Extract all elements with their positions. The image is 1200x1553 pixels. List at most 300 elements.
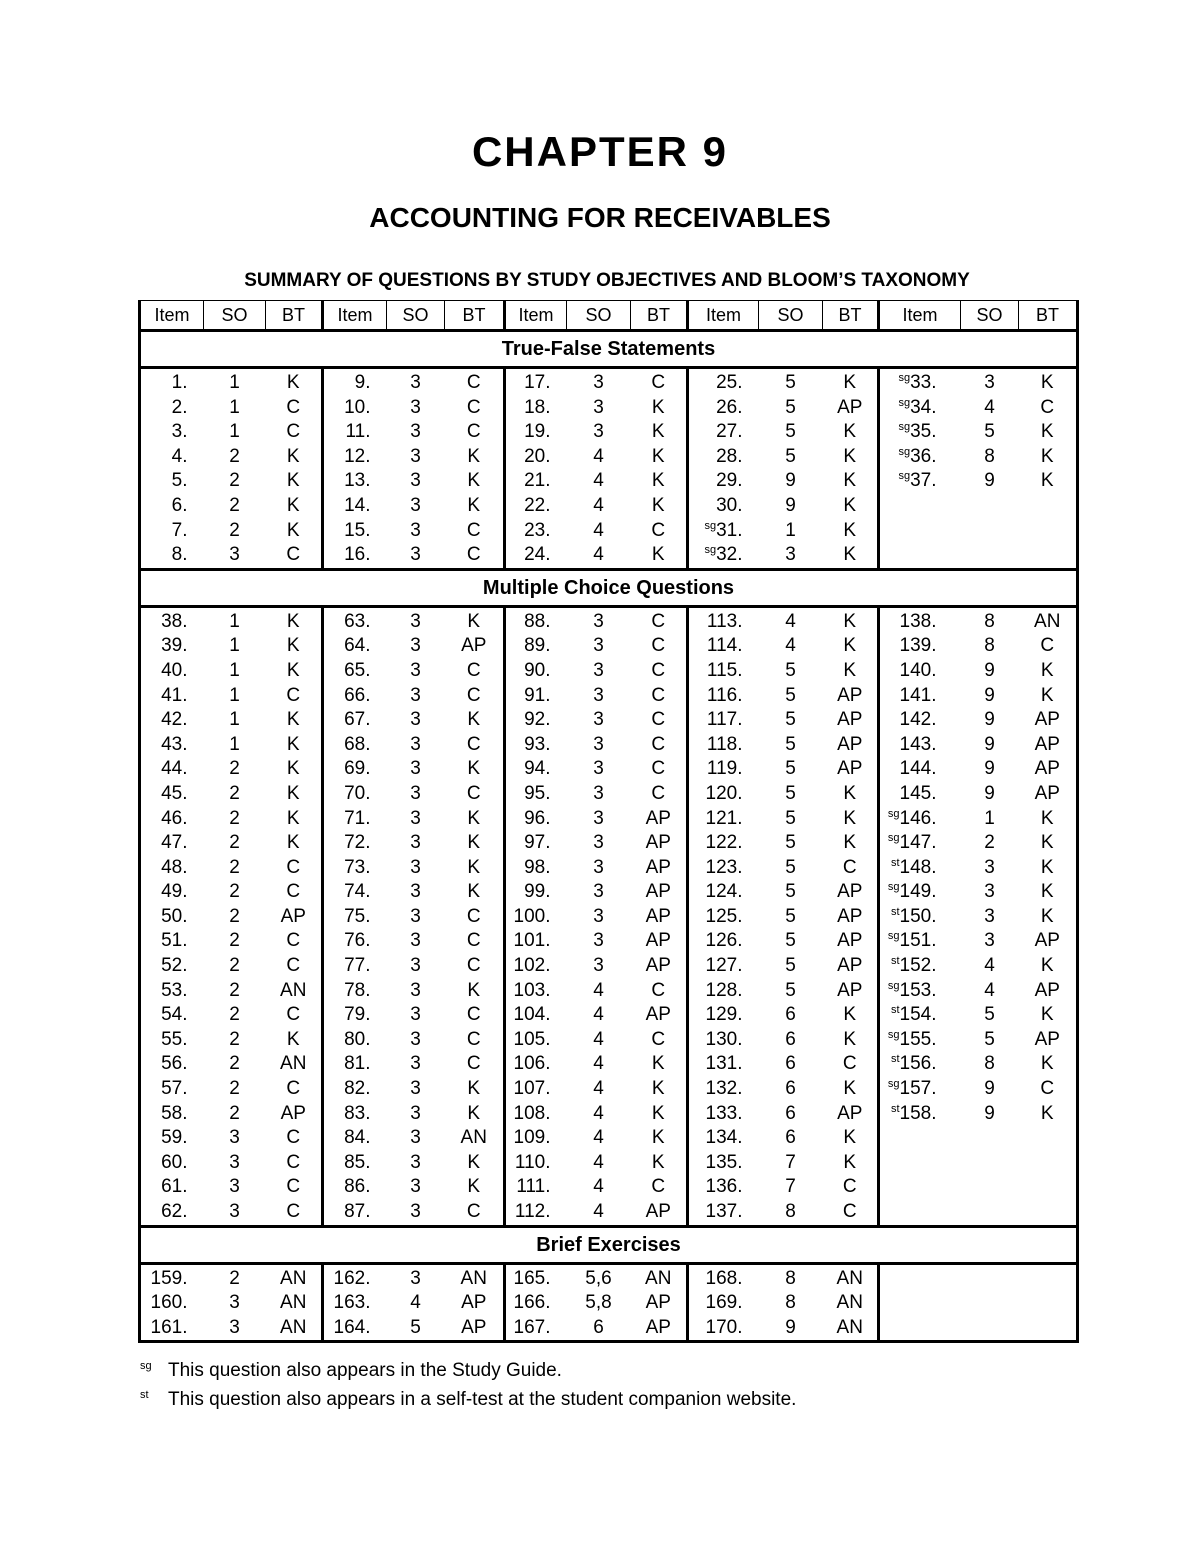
- study-objective: 3: [593, 610, 604, 632]
- study-objective: 3: [410, 1102, 421, 1124]
- blooms-taxonomy: C: [466, 930, 481, 952]
- item-number: 73.: [323, 856, 387, 881]
- study-objective: 5: [785, 979, 796, 1001]
- table-row: [140, 979, 1078, 1004]
- item-number: 112.: [505, 1200, 567, 1226]
- blooms-taxonomy: C: [466, 1053, 481, 1075]
- item-number: [879, 905, 961, 930]
- table-row: [140, 782, 1078, 807]
- blooms-taxonomy: K: [286, 610, 300, 632]
- item-number: 41.: [140, 684, 204, 709]
- study-objective: 5: [984, 421, 995, 443]
- item-number: 140.: [879, 659, 961, 684]
- item-number: [879, 979, 961, 1004]
- study-objective: [961, 543, 1019, 569]
- study-objective: 6: [785, 1127, 796, 1149]
- blooms-taxonomy: K: [651, 1102, 665, 1124]
- item-number: [879, 396, 961, 421]
- item-number: 110.: [505, 1151, 567, 1176]
- item-number: 28.: [688, 445, 759, 470]
- item-number-text: 154.: [899, 1004, 937, 1026]
- blooms-taxonomy: K: [286, 1028, 300, 1050]
- blooms-taxonomy: AP: [1019, 782, 1078, 807]
- blooms-taxonomy: K: [467, 1078, 481, 1100]
- blooms-taxonomy: K: [651, 396, 665, 418]
- item-number: 167.: [505, 1316, 567, 1342]
- blooms-taxonomy: C: [286, 930, 301, 952]
- study-objective: 4: [593, 1127, 604, 1149]
- blooms-taxonomy: AP: [645, 807, 671, 829]
- blooms-taxonomy: C: [651, 733, 666, 755]
- blooms-taxonomy: C: [651, 758, 666, 780]
- item-number: 126.: [688, 929, 759, 954]
- item-number: 97.: [505, 831, 567, 856]
- table-row: [140, 733, 1078, 758]
- item-number: 60.: [140, 1151, 204, 1176]
- study-objective: 6: [567, 1316, 631, 1342]
- blooms-taxonomy: AN: [266, 1316, 323, 1342]
- item-number: [688, 543, 759, 569]
- study-objective: 8: [785, 1267, 796, 1289]
- table-row: [140, 905, 1078, 930]
- study-objective: 5: [785, 955, 796, 977]
- blooms-taxonomy: K: [467, 856, 481, 878]
- table-row: [140, 469, 1078, 494]
- item-number: 92.: [505, 708, 567, 733]
- study-objective: 3: [593, 905, 604, 927]
- item-number: 61.: [140, 1175, 204, 1200]
- study-objective: 5: [984, 1004, 995, 1026]
- study-objective: 1: [229, 659, 240, 681]
- blooms-taxonomy: K: [1019, 368, 1078, 396]
- blooms-taxonomy: K: [467, 494, 481, 516]
- study-objective: 4: [593, 1004, 604, 1026]
- item-number: 11.: [323, 420, 387, 445]
- item-number: [879, 420, 961, 445]
- column-header: SO: [759, 301, 823, 331]
- item-number: 86.: [323, 1175, 387, 1200]
- item-number: 164.: [323, 1316, 387, 1342]
- section-title: Multiple Choice Questions: [140, 569, 1078, 606]
- study-objective: 3: [593, 881, 604, 903]
- item-number: 74.: [323, 880, 387, 905]
- study-objective: 9: [785, 494, 796, 516]
- item-number: 159.: [140, 1263, 204, 1291]
- item-number: 55.: [140, 1028, 204, 1053]
- table-row: [140, 659, 1078, 684]
- blooms-taxonomy: [1019, 494, 1078, 519]
- blooms-taxonomy: K: [843, 1004, 857, 1026]
- item-number: 87.: [323, 1200, 387, 1226]
- table-row: [140, 1052, 1078, 1077]
- study-objective: [961, 1291, 1019, 1316]
- study-objective: 8: [984, 1053, 995, 1075]
- study-objective: 9: [984, 782, 995, 804]
- item-number: 70.: [323, 782, 387, 807]
- item-number: 40.: [140, 659, 204, 684]
- blooms-taxonomy: K: [286, 635, 300, 657]
- item-number: 54.: [140, 1003, 204, 1028]
- study-objective: 8: [785, 1292, 796, 1314]
- blooms-taxonomy: K: [843, 659, 857, 681]
- column-header: Item: [688, 301, 759, 331]
- item-number: 76.: [323, 929, 387, 954]
- study-objective: 3: [229, 1127, 240, 1149]
- column-header: BT: [823, 301, 879, 331]
- item-number-text: 152.: [899, 955, 937, 977]
- study-objective: 1: [229, 733, 240, 755]
- item-number: [879, 543, 961, 569]
- item-number-text: 35.: [910, 421, 937, 443]
- footnote-sg: [140, 1354, 796, 1383]
- item-number: 136.: [688, 1175, 759, 1200]
- item-number: 129.: [688, 1003, 759, 1028]
- study-objective: 3: [593, 659, 604, 681]
- table-row: [140, 807, 1078, 832]
- item-number: 94.: [505, 757, 567, 782]
- study-objective: 5: [785, 758, 796, 780]
- item-number: 125.: [688, 905, 759, 930]
- blooms-taxonomy: C: [286, 1176, 301, 1198]
- blooms-taxonomy: C: [266, 1200, 323, 1226]
- blooms-taxonomy: [1019, 1126, 1078, 1151]
- item-number-text: 157.: [899, 1078, 937, 1100]
- study-objective: 3: [204, 1200, 266, 1226]
- item-marker: sg: [898, 372, 911, 384]
- column-header: Item: [505, 301, 567, 331]
- item-number: 102.: [505, 954, 567, 979]
- study-objective: 4: [593, 1028, 604, 1050]
- item-number: [879, 1102, 961, 1127]
- blooms-taxonomy: K: [1019, 1102, 1078, 1127]
- item-number: 30.: [688, 494, 759, 519]
- item-number: 168.: [688, 1263, 759, 1291]
- table-row: [140, 396, 1078, 421]
- study-objective: 9: [984, 684, 995, 706]
- item-number: 145.: [879, 782, 961, 807]
- item-marker: st: [890, 955, 900, 968]
- item-marker: sg: [704, 519, 717, 532]
- item-number: [879, 1077, 961, 1102]
- item-number: 10.: [323, 396, 387, 421]
- study-objective: 3: [410, 807, 421, 829]
- summary-table: [138, 300, 1079, 1343]
- item-number: 98.: [505, 856, 567, 881]
- item-marker: st: [890, 905, 900, 918]
- blooms-taxonomy: K: [286, 372, 300, 393]
- table-row: [140, 1077, 1078, 1102]
- item-number: 90.: [505, 659, 567, 684]
- study-objective: 9: [785, 470, 796, 492]
- study-objective: 2: [229, 470, 240, 492]
- footnote-text: This question also appears in a self-test at the student companion website.: [168, 1389, 797, 1410]
- item-marker: sg: [898, 470, 911, 483]
- blooms-taxonomy: K: [286, 494, 300, 516]
- study-objective: 2: [229, 1078, 240, 1100]
- item-number: 111.: [505, 1175, 567, 1200]
- study-objective: 3: [410, 1028, 421, 1050]
- blooms-taxonomy: C: [651, 635, 666, 657]
- blooms-taxonomy: AN: [823, 1316, 879, 1342]
- item-marker: sg: [898, 445, 911, 458]
- table-row: [140, 606, 1078, 634]
- item-number: 142.: [879, 708, 961, 733]
- study-objective: 3: [410, 1151, 421, 1173]
- blooms-taxonomy: K: [1019, 856, 1078, 881]
- blooms-taxonomy: K: [286, 758, 300, 780]
- item-number: 27.: [688, 420, 759, 445]
- item-number: 77.: [323, 954, 387, 979]
- blooms-taxonomy: AP: [1019, 1028, 1078, 1053]
- item-number: 67.: [323, 708, 387, 733]
- blooms-taxonomy: K: [843, 470, 857, 492]
- study-objective: 2: [229, 1102, 240, 1124]
- item-number: 26.: [688, 396, 759, 421]
- item-number: 53.: [140, 979, 204, 1004]
- table-row: [140, 1028, 1078, 1053]
- table-row: [140, 708, 1078, 733]
- item-number: 117.: [688, 708, 759, 733]
- item-number: 13.: [323, 469, 387, 494]
- footnote-mark: st: [140, 1389, 149, 1401]
- blooms-taxonomy: K: [843, 1151, 857, 1173]
- table-row: [140, 1102, 1078, 1127]
- item-number: 17.: [505, 368, 567, 396]
- study-objective: 3: [410, 881, 421, 903]
- blooms-taxonomy: K: [1019, 469, 1078, 494]
- table-row: [140, 519, 1078, 544]
- blooms-taxonomy: [1019, 543, 1078, 569]
- item-number: 134.: [688, 1126, 759, 1151]
- item-marker: sg: [887, 1028, 900, 1041]
- study-objective: [961, 1126, 1019, 1151]
- item-number: 59.: [140, 1126, 204, 1151]
- study-objective: 2: [229, 930, 240, 952]
- item-number: 128.: [688, 979, 759, 1004]
- item-number-text: 158.: [899, 1102, 937, 1124]
- study-objective: 1: [785, 519, 796, 541]
- item-number: 5.: [140, 469, 204, 494]
- item-number-text: 147.: [899, 832, 937, 854]
- blooms-taxonomy: AP: [837, 881, 863, 903]
- item-number: 38.: [140, 606, 204, 634]
- item-number: 80.: [323, 1028, 387, 1053]
- study-objective: 5: [785, 372, 796, 393]
- study-objective: 3: [410, 1078, 421, 1100]
- item-number: 114.: [688, 634, 759, 659]
- study-objective: 3: [410, 782, 421, 804]
- study-objective: 3: [593, 930, 604, 952]
- blooms-taxonomy: K: [843, 421, 857, 443]
- chapter-title: ACCOUNTING FOR RECEIVABLES: [369, 202, 831, 233]
- table-row: [140, 880, 1078, 905]
- study-objective: 3: [410, 635, 421, 657]
- blooms-taxonomy: K: [467, 709, 481, 731]
- item-number: 85.: [323, 1151, 387, 1176]
- item-number-text: 151.: [899, 930, 937, 952]
- study-objective: 1: [229, 372, 240, 393]
- item-marker: sg: [887, 807, 900, 820]
- blooms-taxonomy: K: [467, 1102, 481, 1124]
- study-objective: 4: [593, 1151, 604, 1173]
- study-objective: 3: [387, 1200, 445, 1226]
- item-number: [879, 1126, 961, 1151]
- study-objective: 8: [759, 1200, 823, 1226]
- blooms-taxonomy: K: [1019, 954, 1078, 979]
- item-number: 51.: [140, 929, 204, 954]
- study-objective: 3: [229, 1176, 240, 1198]
- study-objective: 9: [984, 758, 995, 780]
- table-row: [140, 684, 1078, 709]
- blooms-taxonomy: AN: [460, 1267, 487, 1289]
- item-number: 50.: [140, 905, 204, 930]
- item-number: [879, 807, 961, 832]
- blooms-taxonomy: AP: [1019, 979, 1078, 1004]
- blooms-taxonomy: [1019, 1151, 1078, 1176]
- item-number: 21.: [505, 469, 567, 494]
- item-number: 25.: [688, 368, 759, 396]
- item-number: 162.: [323, 1263, 387, 1291]
- blooms-taxonomy: C: [466, 905, 481, 927]
- study-objective: 3: [410, 445, 421, 467]
- study-objective: 4: [593, 1102, 604, 1124]
- study-objective: 3: [593, 955, 604, 977]
- study-objective: 3: [984, 856, 995, 878]
- blooms-taxonomy: AP: [837, 758, 863, 780]
- study-objective: 3: [229, 1292, 240, 1314]
- column-header: BT: [445, 301, 505, 331]
- item-number: 133.: [688, 1102, 759, 1127]
- item-number: 141.: [879, 684, 961, 709]
- table-row: [140, 856, 1078, 881]
- item-number: [879, 1028, 961, 1053]
- item-marker: sg: [887, 979, 900, 992]
- blooms-taxonomy: K: [286, 709, 300, 731]
- blooms-taxonomy: C: [286, 1151, 301, 1173]
- blooms-taxonomy: C: [651, 372, 666, 393]
- blooms-taxonomy: AP: [1019, 929, 1078, 954]
- blooms-taxonomy: C: [651, 519, 666, 541]
- study-objective: 4: [984, 955, 995, 977]
- item-number: 44.: [140, 757, 204, 782]
- study-objective: 5: [785, 684, 796, 706]
- study-objective: 2: [229, 782, 240, 804]
- summary-title: SUMMARY OF QUESTIONS BY STUDY OBJECTIVES AND BLOOM’S TAXONOMY: [244, 270, 970, 291]
- blooms-taxonomy: AP: [645, 832, 671, 854]
- blooms-taxonomy: K: [843, 782, 857, 804]
- item-number: 22.: [505, 494, 567, 519]
- study-objective: 3: [204, 543, 266, 569]
- blooms-taxonomy: K: [651, 494, 665, 516]
- blooms-taxonomy: AP: [280, 1102, 306, 1124]
- blooms-taxonomy: C: [286, 1127, 301, 1149]
- blooms-taxonomy: AN: [460, 1127, 487, 1149]
- study-objective: 9: [984, 1102, 995, 1124]
- item-number: 58.: [140, 1102, 204, 1127]
- item-marker: sg: [887, 1078, 900, 1091]
- item-number-text: 36.: [910, 445, 937, 467]
- blooms-taxonomy: C: [286, 1004, 301, 1026]
- item-number: 2.: [140, 396, 204, 421]
- study-objective: 3: [984, 881, 995, 903]
- item-number: 56.: [140, 1052, 204, 1077]
- study-objective: 3: [410, 733, 421, 755]
- blooms-taxonomy: C: [466, 1028, 481, 1050]
- item-number: [879, 954, 961, 979]
- study-objective: 3: [410, 1053, 421, 1075]
- blooms-taxonomy: K: [631, 543, 688, 569]
- blooms-taxonomy: AP: [837, 930, 863, 952]
- item-number: 160.: [140, 1291, 204, 1316]
- blooms-taxonomy: AN: [280, 1053, 307, 1075]
- item-number: 15.: [323, 519, 387, 544]
- column-header: SO: [567, 301, 631, 331]
- item-number: 123.: [688, 856, 759, 881]
- item-number: 139.: [879, 634, 961, 659]
- item-number: [879, 1263, 961, 1291]
- blooms-taxonomy: K: [467, 470, 481, 492]
- blooms-taxonomy: C: [842, 856, 857, 878]
- item-number: 165.: [505, 1263, 567, 1291]
- blooms-taxonomy: AN: [1019, 606, 1078, 634]
- blooms-taxonomy: K: [1019, 684, 1078, 709]
- blooms-taxonomy: C: [466, 519, 481, 541]
- study-objective: [961, 1175, 1019, 1200]
- chapter-heading: CHAPTER 9: [471, 128, 729, 175]
- study-objective: 3: [410, 421, 421, 443]
- item-number: 57.: [140, 1077, 204, 1102]
- study-objective: 2: [229, 1267, 240, 1289]
- item-number: 4.: [140, 445, 204, 470]
- item-number: [879, 445, 961, 470]
- blooms-taxonomy: K: [467, 807, 481, 829]
- blooms-taxonomy: K: [843, 445, 857, 467]
- study-objective: 3: [410, 494, 421, 516]
- study-objective: 2: [229, 881, 240, 903]
- blooms-taxonomy: K: [843, 519, 857, 541]
- study-objective: 2: [229, 758, 240, 780]
- study-objective: [961, 1263, 1019, 1291]
- study-objective: 4: [593, 1078, 604, 1100]
- table-row: [140, 1200, 1078, 1226]
- table-row: [140, 1003, 1078, 1028]
- item-number: 104.: [505, 1003, 567, 1028]
- item-number: 113.: [688, 606, 759, 634]
- table-row: [140, 831, 1078, 856]
- blooms-taxonomy: AP: [837, 979, 863, 1001]
- study-objective: [961, 519, 1019, 544]
- study-objective: 5: [785, 782, 796, 804]
- study-objective: 1: [229, 684, 240, 706]
- study-objective: 3: [593, 856, 604, 878]
- blooms-taxonomy: AP: [837, 955, 863, 977]
- item-number: 138.: [879, 606, 961, 634]
- blooms-taxonomy: K: [843, 1127, 857, 1149]
- study-objective: 2: [229, 1004, 240, 1026]
- study-objective: 1: [229, 635, 240, 657]
- item-number: 101.: [505, 929, 567, 954]
- blooms-taxonomy: K: [651, 1078, 665, 1100]
- study-objective: 9: [984, 659, 995, 681]
- item-number: [879, 1151, 961, 1176]
- study-objective: 3: [410, 684, 421, 706]
- study-objective: 3: [410, 1004, 421, 1026]
- item-number: [879, 1052, 961, 1077]
- item-number: 47.: [140, 831, 204, 856]
- item-number: 65.: [323, 659, 387, 684]
- item-number: 8.: [140, 543, 204, 569]
- item-number-text: 153.: [899, 979, 937, 1001]
